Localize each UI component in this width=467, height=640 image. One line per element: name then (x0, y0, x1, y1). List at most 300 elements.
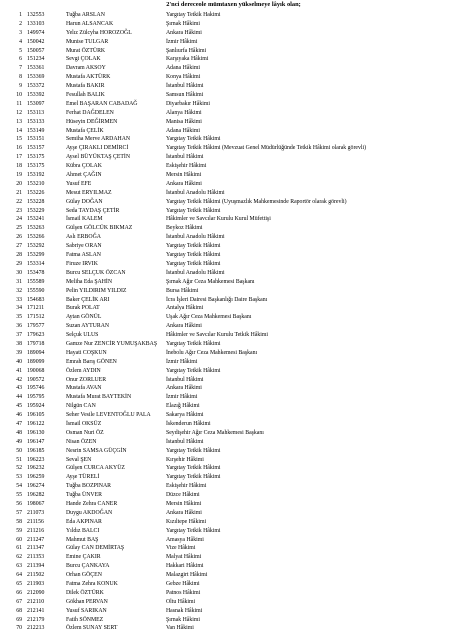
person-name: Sabriye ORAN (66, 243, 102, 250)
list-item (0, 91, 467, 100)
list-item (0, 118, 467, 127)
person-name: Emrah Barış GÖNEN (66, 358, 117, 365)
list-item (0, 553, 467, 562)
person-name: Gamze Nur ZENCİR YUMUŞAKBAŞ (66, 340, 158, 347)
person-name: Fesullah BALIK (66, 92, 105, 99)
row-number: 65 (16, 581, 22, 587)
person-name: Aysel BÜYÜKTAŞ ÇETİN (66, 154, 131, 161)
person-name: Eda AKPINAR (66, 518, 102, 525)
person-name: Sevgi ÇOLAK (66, 56, 101, 63)
duty-station: Yargıtay Tetkik Hakimi (166, 12, 221, 18)
registry-number: 196274 (27, 483, 45, 490)
registry-number: 198067 (27, 500, 45, 507)
row-number: 39 (16, 349, 22, 356)
row-number: 68 (16, 607, 22, 614)
registry-number: 189094 (27, 349, 45, 356)
registry-number: 153266 (27, 234, 45, 241)
row-number: 27 (16, 243, 22, 250)
person-name: Yusuf EFE (66, 180, 92, 187)
row-number: 12 (16, 109, 22, 116)
person-name: Dilek ÖZTÜRK (66, 589, 104, 596)
list-item (0, 500, 467, 509)
registry-number: 153228 (27, 198, 45, 205)
list-item (0, 598, 467, 607)
list-item (0, 429, 467, 438)
list-item (0, 278, 467, 287)
duty-station: Alanya Hâkimi (166, 109, 202, 116)
person-name: Nesrin SAMSA GÜÇGİN (66, 447, 127, 454)
person-name: Osman Nuri ÖZ (66, 429, 104, 436)
row-number: 69 (16, 616, 22, 623)
registry-number: 211347 (27, 545, 45, 552)
row-number: 50 (16, 447, 22, 454)
person-name: Yelız Zülcyha HOROZOĞL (66, 29, 132, 36)
person-name: Gülay DOĞAN (66, 198, 103, 205)
row-number: 44 (16, 394, 22, 401)
duty-station: Mersin Hâkimi (166, 172, 202, 179)
duty-station: Van Hâkimi (166, 625, 194, 632)
registry-number: 212141 (27, 607, 45, 614)
registry-number: 189099 (27, 358, 45, 365)
registry-number: 211156 (27, 518, 44, 525)
row-number: 14 (16, 127, 22, 134)
list-item (0, 233, 467, 242)
row-number: 16 (16, 145, 22, 152)
row-number: 45 (16, 403, 22, 410)
duty-station: Gebze Hâkimi (166, 581, 200, 587)
duty-station: Vize Hâkimi (166, 545, 196, 552)
person-name: Seval ŞEN (66, 456, 92, 463)
list-item (0, 527, 467, 536)
registry-number: 154683 (27, 296, 45, 303)
row-number: 51 (16, 456, 22, 463)
row-number: 42 (16, 376, 22, 383)
list-item (0, 29, 467, 38)
row-number: 63 (16, 563, 22, 570)
duty-station: Yargıtay Tetkik Hâkimi (166, 527, 221, 534)
duty-station: İnebolu Ağır Ceza Mahkemesi Başkanı (166, 349, 258, 356)
person-name: Fatih SÖNMEZ (66, 616, 104, 623)
duty-station: Samsun Hâkimi (166, 92, 204, 99)
row-number: 7 (19, 65, 22, 72)
registry-number: 132553 (27, 12, 45, 18)
duty-station: Şırnak Ağır Ceza Mahkemesi Başkanı (166, 278, 255, 285)
registry-number: 179623 (27, 332, 45, 339)
duty-station: İstanbul Anadolu Hâkimi (166, 269, 225, 276)
list-item (0, 171, 467, 180)
duty-station: Yargıtay Tetkik Hâkimi (166, 207, 221, 214)
list-item (0, 544, 467, 553)
list-item (0, 47, 467, 56)
registry-number: 153369 (27, 74, 45, 81)
person-name: Harun ALSANCAK (66, 20, 114, 27)
duty-station: Yargıtay Tetkik Hâkimi (166, 447, 221, 454)
person-name: Burcu SELÇUK ÖZCAN (66, 269, 126, 276)
list-item (0, 340, 467, 349)
person-name: Selçuk ULUS (66, 332, 99, 339)
registry-number: 153314 (27, 260, 45, 267)
person-name: Fatma ASLAN (66, 252, 101, 259)
row-number: 4 (19, 38, 22, 45)
list-item (0, 296, 467, 305)
list-item (0, 491, 467, 500)
list-item (0, 589, 467, 598)
registry-number: 150057 (27, 47, 45, 54)
duty-station: Hâkimler ve Savcılar Kurulu Tetkik Hâkimi (166, 332, 269, 339)
row-number: 54 (16, 483, 22, 490)
registry-number: 190068 (27, 367, 45, 374)
list-item (0, 198, 467, 207)
row-number: 62 (16, 554, 22, 561)
list-item (0, 38, 467, 47)
duty-station: İstanbul Anadolu Hâkimi (166, 189, 225, 196)
row-number: 17 (16, 154, 22, 161)
list-item (0, 144, 467, 153)
person-name: Mahmut BAŞ (66, 536, 99, 543)
row-number: 23 (16, 207, 22, 214)
list-item (0, 260, 467, 269)
list-item (0, 438, 467, 447)
row-number: 53 (16, 474, 22, 481)
row-number: 67 (16, 598, 22, 605)
registry-number: 149974 (27, 29, 45, 36)
person-name: Firuze IRVIK (66, 260, 98, 267)
person-name: Mustafa AKTÜRK (66, 74, 111, 81)
person-name: Ahmet ÇAĞIN (66, 172, 102, 179)
registry-number: 196282 (27, 492, 45, 499)
person-name: Ferhat DAĞDELEN (66, 109, 114, 116)
person-name: Orhan GÖÇEN (66, 572, 102, 579)
person-name: Emel BAŞARAN CABADAĞ (66, 100, 138, 107)
list-item (0, 322, 467, 331)
list-item (0, 411, 467, 420)
duty-station: Hasnak Hâkimi (166, 607, 203, 614)
registry-number: 179577 (27, 323, 45, 330)
row-number: 70 (16, 625, 22, 632)
list-item (0, 100, 467, 109)
row-number: 3 (19, 29, 22, 36)
duty-station: İzmir Hâkimi (166, 38, 198, 45)
list-item (0, 518, 467, 527)
row-number: 37 (16, 332, 22, 339)
list-item (0, 562, 467, 571)
duty-station: Konya Hâkimi (166, 74, 201, 81)
person-name: Meliha Eda ŞAHİN (66, 278, 113, 285)
row-number: 52 (16, 465, 22, 472)
list-item (0, 607, 467, 616)
person-name: Gökhan PERVAN (66, 598, 108, 605)
person-name: Gülşen CURCA AKYÜZ (66, 465, 125, 472)
person-name: Hayati COŞKUN (66, 349, 107, 356)
row-number: 55 (16, 492, 22, 499)
row-number: 59 (16, 527, 22, 534)
list-item (0, 189, 467, 198)
person-name: Tuğba ÜNVER (66, 492, 103, 499)
row-number: 11 (16, 100, 22, 107)
list-item (0, 331, 467, 340)
list-item (0, 135, 467, 144)
list-item (0, 384, 467, 393)
person-name: Seda TAYDAŞ ÇETİR (66, 207, 120, 214)
person-name: Özlem AYDIN (66, 367, 101, 374)
duty-station: Şırnak Hâkimi (166, 20, 200, 27)
list-item (0, 127, 467, 136)
list-item (0, 367, 467, 376)
row-number: 13 (16, 118, 22, 125)
list-item (0, 215, 467, 224)
registry-number: 211502 (27, 572, 45, 579)
registry-number: 212090 (27, 589, 45, 596)
registry-number: 153226 (27, 189, 45, 196)
registry-number: 153478 (27, 269, 45, 276)
row-number: 61 (16, 545, 22, 552)
person-name: Ayşe ÇIRAKLI DEMİRCİ (66, 145, 129, 152)
person-name: Burcu ÇANKAYA (66, 563, 110, 570)
row-number: 43 (16, 385, 22, 392)
list-item (0, 376, 467, 385)
person-name: Murat ÖZTÜRK (66, 47, 106, 54)
registry-number: 153097 (27, 100, 45, 107)
person-name: Mustafa BAKIR (66, 83, 105, 90)
row-number: 26 (16, 234, 22, 241)
person-name: Hande Zehra CANER (66, 500, 118, 507)
list-item (0, 242, 467, 251)
row-number: 66 (16, 589, 22, 596)
list-item (0, 580, 467, 589)
person-name: Tuğba ARSLAN (66, 12, 105, 18)
row-number: 46 (16, 412, 22, 419)
registry-number: 153241 (27, 216, 45, 223)
registry-number: 153372 (27, 83, 45, 90)
duty-station: Seydişehir Ağır Ceza Mahkemesi Başkanı (166, 429, 264, 436)
row-number: 32 (16, 287, 22, 294)
duty-station: Amasya Hâkimi (166, 536, 204, 543)
page-title: 2'nci dereceole mümtaxen yükselmeye lâyık olan; (166, 1, 301, 8)
list-item (0, 482, 467, 491)
row-number: 57 (16, 509, 22, 516)
registry-number: 196223 (27, 456, 45, 463)
duty-station: Yargıtay Tetkik Hâkimi (Uyuşmazlık Mahkemesinde Raportör olarak görevli) (166, 198, 347, 205)
duty-station: Adana Hâkimi (166, 127, 200, 134)
registry-number: 179718 (27, 340, 45, 347)
duty-station: İstanbul Hâkimi (166, 376, 204, 383)
person-name: Özlem SUNAY SERT (66, 625, 118, 632)
duty-station: Sakarya Hâkimi (166, 412, 204, 419)
duty-station: Diyarbakır Hâkimi (166, 100, 210, 107)
duty-station: Patnos Hâkimi (166, 589, 201, 596)
list-item (0, 224, 467, 233)
registry-number: 150042 (27, 38, 45, 45)
list-item (0, 82, 467, 91)
registry-number: 196105 (27, 412, 45, 419)
person-name: Gülay CAN DEMİRTAŞ (66, 545, 125, 552)
list-item (0, 153, 467, 162)
row-number: 1 (19, 12, 22, 18)
person-name: Davram AKSOY (66, 65, 106, 72)
row-number: 29 (16, 260, 22, 267)
row-number: 40 (16, 358, 22, 365)
registry-number: 211073 (27, 509, 45, 516)
duty-station: Kırşehir Hâkimi (166, 456, 204, 463)
duty-station: Ankara Hâkimi (166, 385, 202, 392)
row-number: 48 (16, 429, 22, 436)
duty-station: Yargıtay Tetkik Hâkimi (Mevzuat Genel Müdürlüğünde Tetkik Hâkimi olarak görevli) (166, 145, 367, 152)
registry-number: 155590 (27, 287, 45, 294)
row-number: 31 (16, 278, 22, 285)
duty-station: Eskişehir Hâkimi (166, 163, 207, 170)
duty-station: Şanlıurfa Hâkimi (166, 47, 207, 54)
registry-number: 153210 (27, 180, 45, 187)
duty-station: İstanbul Hâkimi (166, 154, 204, 161)
registry-number: 153229 (27, 207, 45, 214)
registry-number: 153157 (27, 145, 45, 152)
row-number: 60 (16, 536, 22, 543)
list-item (0, 464, 467, 473)
registry-number: 196232 (27, 465, 45, 472)
duty-station: Yargıtay Tetkik Hâkimi (166, 367, 221, 374)
person-name: Nisan ÖZEN (66, 438, 97, 445)
registry-number: 153133 (27, 118, 45, 125)
row-number: 36 (16, 323, 22, 330)
person-name: Pelin YILDIRIM YILDIZ (66, 287, 127, 294)
person-name: Mesut ERYILMAZ (66, 189, 112, 196)
list-item (0, 420, 467, 429)
list-item (0, 349, 467, 358)
row-number: 56 (16, 500, 22, 507)
registry-number: 153263 (27, 225, 45, 232)
registry-number: 212179 (27, 616, 45, 623)
duty-station: Bursa Hâkimi (166, 287, 199, 294)
row-number: 30 (16, 269, 22, 276)
duty-station: İzmir Hâkimi (166, 394, 198, 401)
duty-station: Mersin Hâkimi (166, 500, 202, 507)
registry-number: 212213 (27, 625, 45, 632)
registry-number: 196147 (27, 438, 45, 445)
duty-station: Karşıyaka Hâkimi (166, 56, 209, 63)
row-number: 38 (16, 340, 22, 347)
row-number: 25 (16, 225, 22, 232)
duty-station: Yargıtay Tetkik Hâkimi (166, 465, 221, 472)
candidate-list (0, 11, 467, 633)
list-item (0, 313, 467, 322)
person-name: Seher Vesile LEVENTOĞLU PALA (66, 412, 151, 419)
person-name: Baker ÇELİK ARI (66, 296, 110, 303)
person-name: Nilgün CAN (66, 403, 96, 410)
registry-number: 153299 (27, 252, 45, 259)
registry-number: 153392 (27, 92, 45, 99)
registry-number: 195746 (27, 385, 45, 392)
row-number: 22 (16, 198, 22, 205)
registry-number: 195924 (27, 403, 45, 410)
duty-station: Şırnak Hâkimi (166, 616, 200, 623)
duty-station: Antalya Hâkimi (166, 305, 204, 312)
list-item (0, 456, 467, 465)
person-name: Mustafa Murat BAYTEKİN (66, 394, 132, 401)
registry-number: 196259 (27, 474, 45, 481)
person-name: Aytan GÖNÜL (66, 314, 102, 321)
duty-station: Kızıltepe Hâkimi (166, 518, 207, 525)
list-item (0, 509, 467, 518)
duty-station: Yargıtay Tetkik Hâkimi (166, 474, 221, 481)
registry-number: 196130 (27, 429, 45, 436)
duty-station: Hâkimler ve Savcılar Kurulu Kurul Müfettişi (166, 216, 271, 223)
list-item (0, 304, 467, 313)
registry-number: 171211 (27, 305, 45, 312)
registry-number: 195795 (27, 394, 45, 401)
row-number: 24 (16, 216, 22, 223)
list-item (0, 393, 467, 402)
list-item (0, 251, 467, 260)
registry-number: 211216 (27, 527, 45, 534)
person-name: Yıldız BALCI (66, 527, 100, 534)
registry-number: 153175 (27, 163, 45, 170)
person-name: Mustafa AVAN (66, 385, 102, 392)
person-name: Suzan AYTURAN (66, 323, 110, 330)
duty-station: Ankara Hâkimi (166, 509, 202, 516)
person-name: Mustafa ÇELİK (66, 127, 104, 134)
list-item (0, 358, 467, 367)
person-name: Munise TULGAR (66, 38, 109, 45)
list-item (0, 180, 467, 189)
duty-station: Uşak Ağır Ceza Mahkemesi Başkanı (166, 314, 252, 321)
registry-number: 133103 (27, 20, 45, 27)
duty-station: Eskişehir Hâkimi (166, 483, 207, 490)
registry-number: 153113 (27, 109, 45, 116)
list-item (0, 624, 467, 633)
duty-station: Yargıtay Tetkik Hâkimi (166, 243, 221, 250)
row-number: 28 (16, 252, 22, 259)
list-item (0, 64, 467, 73)
duty-station: Düzce Hâkimi (166, 492, 200, 499)
person-name: İsmail KALEM (66, 216, 103, 223)
person-name: Burak POLAT (66, 305, 100, 312)
row-number: 6 (19, 56, 22, 63)
duty-station: Malyat Hâkimi (166, 554, 202, 561)
registry-number: 196185 (27, 447, 45, 454)
registry-number: 212110 (27, 598, 45, 605)
duty-station: Ankara Hâkimi (166, 180, 202, 187)
person-name: Tuğba BOZPINAR (66, 483, 112, 490)
duty-station: Hakkari Hâkimi (166, 563, 204, 570)
registry-number: 151234 (27, 56, 45, 63)
list-item (0, 447, 467, 456)
duty-station: Elazığ Hâkimi (166, 403, 200, 410)
list-item (0, 207, 467, 216)
row-number: 35 (16, 314, 22, 321)
registry-number: 196122 (27, 420, 45, 427)
registry-number: 153175 (27, 154, 45, 161)
registry-number: 153192 (27, 172, 45, 179)
duty-station: Yargıtay Tetkik Hâkimi (166, 136, 221, 143)
row-number: 34 (16, 305, 22, 312)
duty-station: Yargıtay Tetkik Hâkimi (166, 252, 221, 259)
duty-station: İskenderun Hâkimi (166, 420, 211, 427)
person-name: Gülşen GÖLCÜK BIKMAZ (66, 225, 133, 232)
person-name: Yusuf SARIKAN (66, 607, 107, 614)
list-item (0, 11, 467, 20)
registry-number: 153292 (27, 243, 45, 250)
registry-number: 211247 (27, 536, 45, 543)
list-item (0, 20, 467, 29)
duty-station: İstanbul Hâkimi (166, 438, 204, 445)
list-item (0, 536, 467, 545)
person-name: İsmail OKSÜZ (66, 420, 102, 427)
person-name: Kübra ÇOLAK (66, 163, 102, 170)
person-name: Emine ÇAKIR (66, 554, 101, 561)
row-number: 8 (19, 74, 22, 81)
person-name: Fatma Zehra KONUK (66, 581, 118, 587)
row-number: 5 (19, 47, 22, 54)
